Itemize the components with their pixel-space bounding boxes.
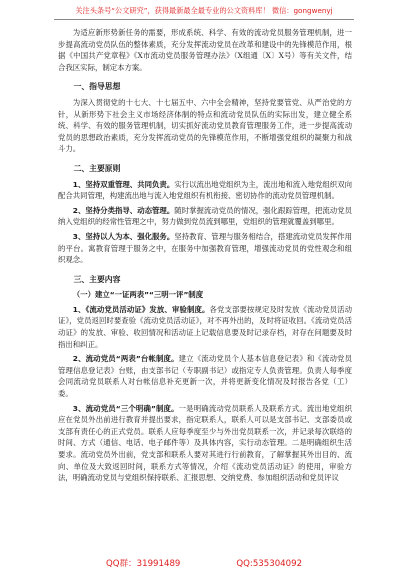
principle-3-lead: 3、坚持以人为本、强化服务。 xyxy=(72,231,175,241)
document-body xyxy=(58,27,352,484)
principle-3 xyxy=(58,231,352,266)
section-title-main-content: 三、主要内容 xyxy=(73,274,121,284)
item-3 xyxy=(58,403,352,484)
section-title-principles: 二、主要原则 xyxy=(73,163,121,173)
principle-1-lead: 1、坚持双重管理、共同负责。 xyxy=(72,179,175,189)
subsection-title-system: （一）建立“一证两表”“三明一评”制度 xyxy=(72,290,204,300)
header-banner: 关注头条号“公文研究”，获得最新最全最专业的公文资料库！ 微信：gongwenyj xyxy=(75,6,333,15)
item-2 xyxy=(58,353,352,399)
principle-3-text: 坚持教育、管理与服务相结合，搭建流动党员发挥作用的平台。寓教育管理于服务之中，在服务中加强教育管理，增强流动党员的党性观念和组织观念。 xyxy=(58,231,352,265)
guiding-ideology-paragraph: 为深入贯彻党的十七大、十七届五中、六中全会精神，坚持党要管党、从严治党的方针，从新形势下社会主义市场经济体制的特点和流动党员队伍的实际出发，建立健全系统、科学、有效的服务管理机制，切实抓好流动党员教育管理服务工作，进一步提高流动党员的思想政治素质，充分发挥流动党员的先锋模范作用，不断增强党组织的凝聚力和战斗力。 xyxy=(58,97,352,154)
principle-1 xyxy=(58,179,352,202)
item-2-lead: 2、流动党员“两表”台帐制度。 xyxy=(72,354,179,364)
principle-2 xyxy=(58,205,352,228)
principle-2-lead: 2、坚持分类指导、动态管理。 xyxy=(72,205,175,215)
item-1-lead: 1、《流动党员活动证》发放、审验制度。 xyxy=(72,304,210,314)
footer-qq-group: QQ群：31991489 xyxy=(105,559,181,569)
footer-qq: QQ:535304092 xyxy=(236,559,303,569)
item-1-text: 各党支部要按规定及时发放《流动党员活动证》，党员返回时要查验《流动党员活动证》，对不再外出的，及时将证收回。《流动党员活动证》的发放、审验、收回情况和活动证上记载信息要及时记录存档，对存在问题要及时指出和纠正。 xyxy=(58,304,352,349)
item-3-lead: 3、流动党员“三个明确”制度。 xyxy=(72,403,179,413)
footer-contact xyxy=(0,557,408,569)
item-1 xyxy=(58,304,352,350)
header-divider xyxy=(54,19,354,20)
principle-1-text: 实行以流出地党组织为主，流出地和流入地党组织双向配合共同管理，构建流出地与流入地党组织有机衔接、密切协作的流动党员管理机制。 xyxy=(58,179,352,201)
item-2-text: 建立《流动党员个人基本信息登记表》和《流动党员管理信息登记表》台账，由支部书记（专职副书记）或指定专人负责管理。负责人每季度会同流动党员联系人对台帐信息补充更新一次，并将更新变化情况及时报告各党（工）委。 xyxy=(58,354,352,399)
section-title-guiding-ideology: 一、指导思想 xyxy=(73,82,121,92)
intro-paragraph: 为适应新形势新任务的需要，形成系统、科学、有效的流动党员服务管理机制，进一步提高流动党员队伍的整体素质，充分发挥流动党员在改革和建设中的先锋模范作用，根据《中国共产党章程》《X市流动党员服务管理办法》（X组通〔X〕X号）等有关文件，结合我区实际，制定本方案。 xyxy=(58,28,352,72)
item-3-text: 一是明确流动党员联系人及联系方式。流出地党组织应在党员外出前进行教育并提出要求，指定联系人，联系人可以是支部书记、支部委员或支部有责任心的正式党员。联系人应每季度至少与外出党员联系一次，并记录每次联络的时间、方式（通信、电话、电子邮件等）及具体内容，实行动态管理。二是明确组织生活要求。流动党员外出前，党支部和联系人要对其进行行前教育，了解掌握其外出目的、流向、单位及大致返回时间，联系方式等情况，介绍《流动党员活动证》的使用，审验方法，明确流动党员与党组织保持联系、汇报思想、交纳党费、参加组织活动和党员评议 xyxy=(58,403,352,483)
principle-2-text: 随时掌握流动党员的情况，强化跟踪管理，把流动党员纳入党组织的经常性管理之中，努力做到党员流到哪里，党组织的管理就覆盖到哪里。 xyxy=(58,205,352,227)
